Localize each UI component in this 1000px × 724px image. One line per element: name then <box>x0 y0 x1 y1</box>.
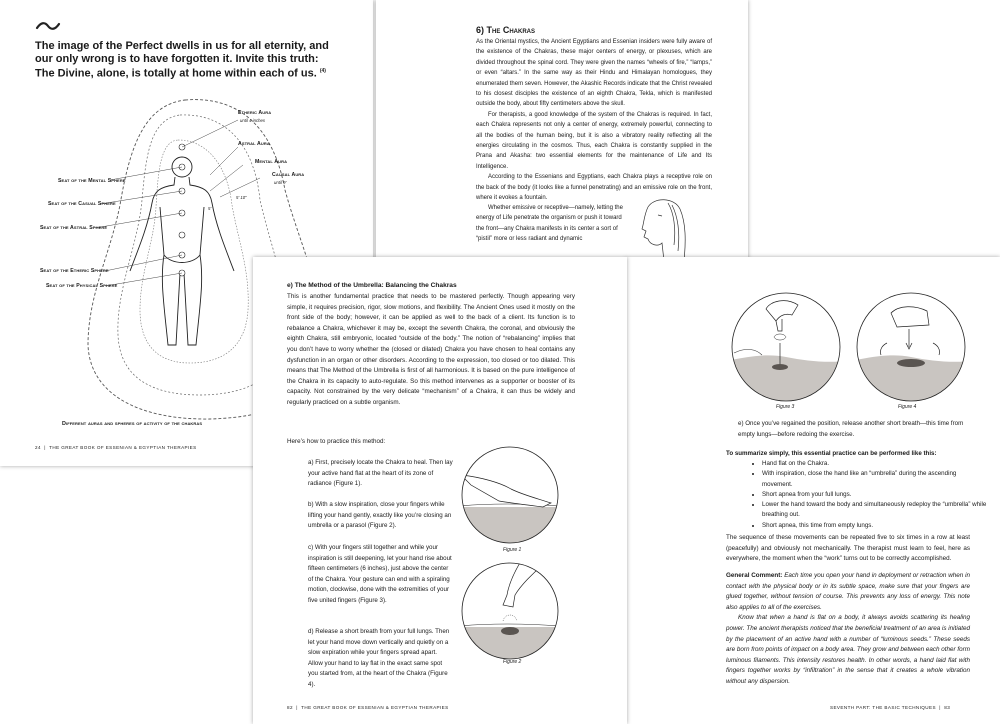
paragraph-3: According to the Essenians and Egyptians, each Chakra plays a receptive role on the back of the body (it looks like a funnel penetrating) and an emissive role on the front, where it evokes a fountain. <box>476 174 712 202</box>
figure-1-illustration <box>451 445 569 545</box>
page-83 <box>626 257 1000 724</box>
page-number: 24 <box>35 445 41 450</box>
section-heading: 6) The Chakras <box>476 25 536 35</box>
step-c: c) With your fingers still together and while your inspiration is still deepening, let your hand rise about fifteen centimeters (6 inches), just above the center of the Chakra. Your gesture can end with a spiraling motion, clockwise, done with the extremities of your five united fingers (Figure 3). <box>308 544 452 604</box>
comment-text-2: Know that when a hand is flat on a body, it always avoids scattering its healing power. The ancient therapists noticed that the beneficial treatment of an area is initiated by the placement of an active hand with a number of “luminous seeds.” These seeds are born from points of impact on a body area. They grow and between each other form luminous filaments. This intensity restores health. In other words, a hand laid flat with fingers together works by “infiltration” in the sense that it creates a whole vibration without any dispersion. <box>726 614 970 685</box>
label-astral-aura: Astral Aura <box>238 141 270 147</box>
chakra-points <box>179 144 185 276</box>
paragraph-1: As the Oriental mystics, the Ancient Egyptians and Essenian insiders were fully aware of the existence of the Chakras, these major centers of energy, or plexuses, which are divided throughout the spinal cord. They were given the names “wheels of fire,” “lamps,” or even “altars.” In the same way as their Hindu and Himalayan homologues, they enumerated them seven. However, the Akashic Records indicate that the Christ revealed to his closest disciples the existence of an eighth Chakra, Tekla, which is manifested outside the body, about fifty centimeters above the skull. <box>476 39 712 108</box>
comment-label: General Comment: <box>726 572 783 579</box>
leader-lines <box>95 120 260 286</box>
figure-2-illustration <box>451 561 569 661</box>
label-mental-aura: Mental Aura <box>255 159 288 165</box>
figure-caption: Different auras and spheres of activity of the chakras <box>62 421 203 427</box>
paragraph-2: For therapists, a good knowledge of the system of the Chakras is required. In fact, each Chakra represents not only a center of energy, extremely powerful, connecting to all the bodies of the human being, but it is also a vibratory reality reflecting all the energies circulating in the cosmos. Thus, each Chakra is constantly supplied in the Prana and Akasha: two essential elements for the maintenance of Life and Its Intelligence. <box>476 111 712 170</box>
footer-separator: | <box>42 445 48 450</box>
summary-item: • Short apnea from your full lungs. <box>762 490 988 500</box>
footer-separator: | <box>294 705 300 710</box>
label-causal-aura: Causal Aura <box>272 172 305 178</box>
human-figure <box>130 157 234 345</box>
step-e: e) Once you’ve regained the position, release another short breath—this time from empty lungs—before redoing the exercise. <box>738 420 964 438</box>
label-etheric-aura: Etheric Aura <box>238 110 272 116</box>
comment-text-1: Each time you open your hand in deployment or retraction when in contact with the physical body or in its subtle space, make sure that your fingers are glued together, without tension of course. This prevents any loss of energy. This note also applies to all of the exercises. <box>726 572 970 611</box>
figure-4-illustration <box>851 291 971 403</box>
general-comment <box>726 571 970 688</box>
page-number: 82 <box>287 705 293 710</box>
label-astral-sphere: Seat of the Astral Sphere <box>40 225 108 231</box>
intro-line: Here’s how to practice this method: <box>287 438 386 445</box>
label-casual-sphere: Seat of the Casual Sphere <box>48 201 116 207</box>
summary-item: • Lower the hand toward the body and simultaneously redeploy the “umbrella” while breathing out. <box>762 500 988 521</box>
woman-profile-illustration <box>628 195 698 260</box>
section-heading: e) The Method of the Umbrella: Balancing the Chakras <box>287 282 457 289</box>
step-a: a) First, precisely locate the Chakra to heal. Then lay your active hand flat at the heart of its zone of radiance (Figure 1). <box>308 459 453 487</box>
paragraph-1: This is another fundamental practice that needs to be mastered perfectly. Though appearing very simple, it requires precision, rigor, slow motions, and flexibility. The Ancient Ones used it mostly on the front side of the body; however, it can be applied as well to the back of a client. Its function is to rebalance a Chakra, whichever it may be, except the seventh Chakra, the coronal, and obviously the eighth Chakra, still embryonic, located “outside of the body.” The notion of “rebalancing” implies that you don’t have to worry whether the (closed or dilated) Chakra you have chosen to heal contains any dysfunction in an organ or other disorders. According to the expression, too closed or too dilated. This means that The Method of the Umbrella is first of all harmonious. It is based on the pure intelligence of the Chakra in its capacity to auto-regulate. So this method intervenes as a supporter or booster of its capacity. Not constrained by the very delicate “mechanism” of a Chakra, it can thus be widely and regularly practiced on a subtle organism. <box>287 293 575 406</box>
part-title: SEVENTH PART: THE BASIC TECHNIQUES <box>830 705 936 710</box>
footer-separator: | <box>937 705 943 710</box>
label-etheric-aura-sub: until 4 inches <box>240 118 266 123</box>
epigraph-quote <box>35 40 335 80</box>
step-b: b) With a slow inspiration, close your fingers while lifting your hand gently, exactly like you’re closing an umbrella or a parasol (Figure 2). <box>308 501 452 529</box>
label-causal-aura-sub: until 9' <box>274 180 287 185</box>
figure-2-caption: Figure 2 <box>503 659 522 665</box>
page-number: 83 <box>944 705 951 710</box>
summary-list <box>744 459 988 531</box>
figure-3-caption: Figure 3 <box>776 404 795 410</box>
figure-3-illustration <box>726 291 846 403</box>
step-d: d) Release a short breath from your full lungs. Then let your hand move down vertically and quietly on a slow expiration while your fingers spread apart. Allow your hand to lay flat in the exact same spot you started from, at the heart of the Chakra (Figure 4). <box>308 628 450 688</box>
label-height-5-10: 5' 10" <box>236 195 247 200</box>
summary-after: The sequence of these movements can be repeated five to six times in a row at least (peacefully) and obviously not mechanically. The therapist must learn to feel, here as everywhere, the moment when the “work” turns out to be correctly accomplished. <box>726 534 970 563</box>
label-physical-sphere: Seat of the Physical Sphere <box>46 283 118 289</box>
summary-title: To summarize simply, this essential practice can be performed like this: <box>726 450 937 457</box>
page-25 <box>376 0 748 260</box>
book-title: THE GREAT BOOK OF ESSENIAN & EGYPTIAN THERAPIES <box>49 445 197 450</box>
page-82 <box>253 257 627 724</box>
figure-1-caption: Figure 1 <box>503 547 522 553</box>
paragraph-4: Whether emissive or receptive—namely, letting the energy of Life penetrate the organism or push it toward the front—any Chakra manifests in its center a sort of “pistil” more or less radiant and dynamic <box>476 205 623 243</box>
summary-item: • With inspiration, close the hand like an “umbrella” during the ascending movement. <box>762 469 988 490</box>
book-title: THE GREAT BOOK OF ESSENIAN & EGYPTIAN THERAPIES <box>301 705 449 710</box>
label-mental-sphere: Seat of the Mental Sphere <box>58 178 126 184</box>
figure-4-caption: Figure 4 <box>898 404 917 410</box>
summary-item: • Short apnea, this time from empty lungs. <box>762 521 988 531</box>
label-etheric-sphere: Seat of the Etheric Sphere <box>40 268 109 274</box>
page-footer <box>830 705 950 710</box>
chakras-text <box>476 37 712 204</box>
epigraph-ref: (4) <box>319 68 326 74</box>
ornament-icon <box>35 20 61 32</box>
page-footer <box>287 705 449 710</box>
label-height-5: 5' <box>208 206 212 211</box>
summary-item: • Hand flat on the Chakra. <box>762 459 988 469</box>
epigraph-text: The image of the Perfect dwells in us for all eternity, and our only wrong is to have forgotten it. Invite this truth: The Divine, alone, is totally at home within each of us. <box>35 40 329 80</box>
page-footer <box>35 445 197 450</box>
